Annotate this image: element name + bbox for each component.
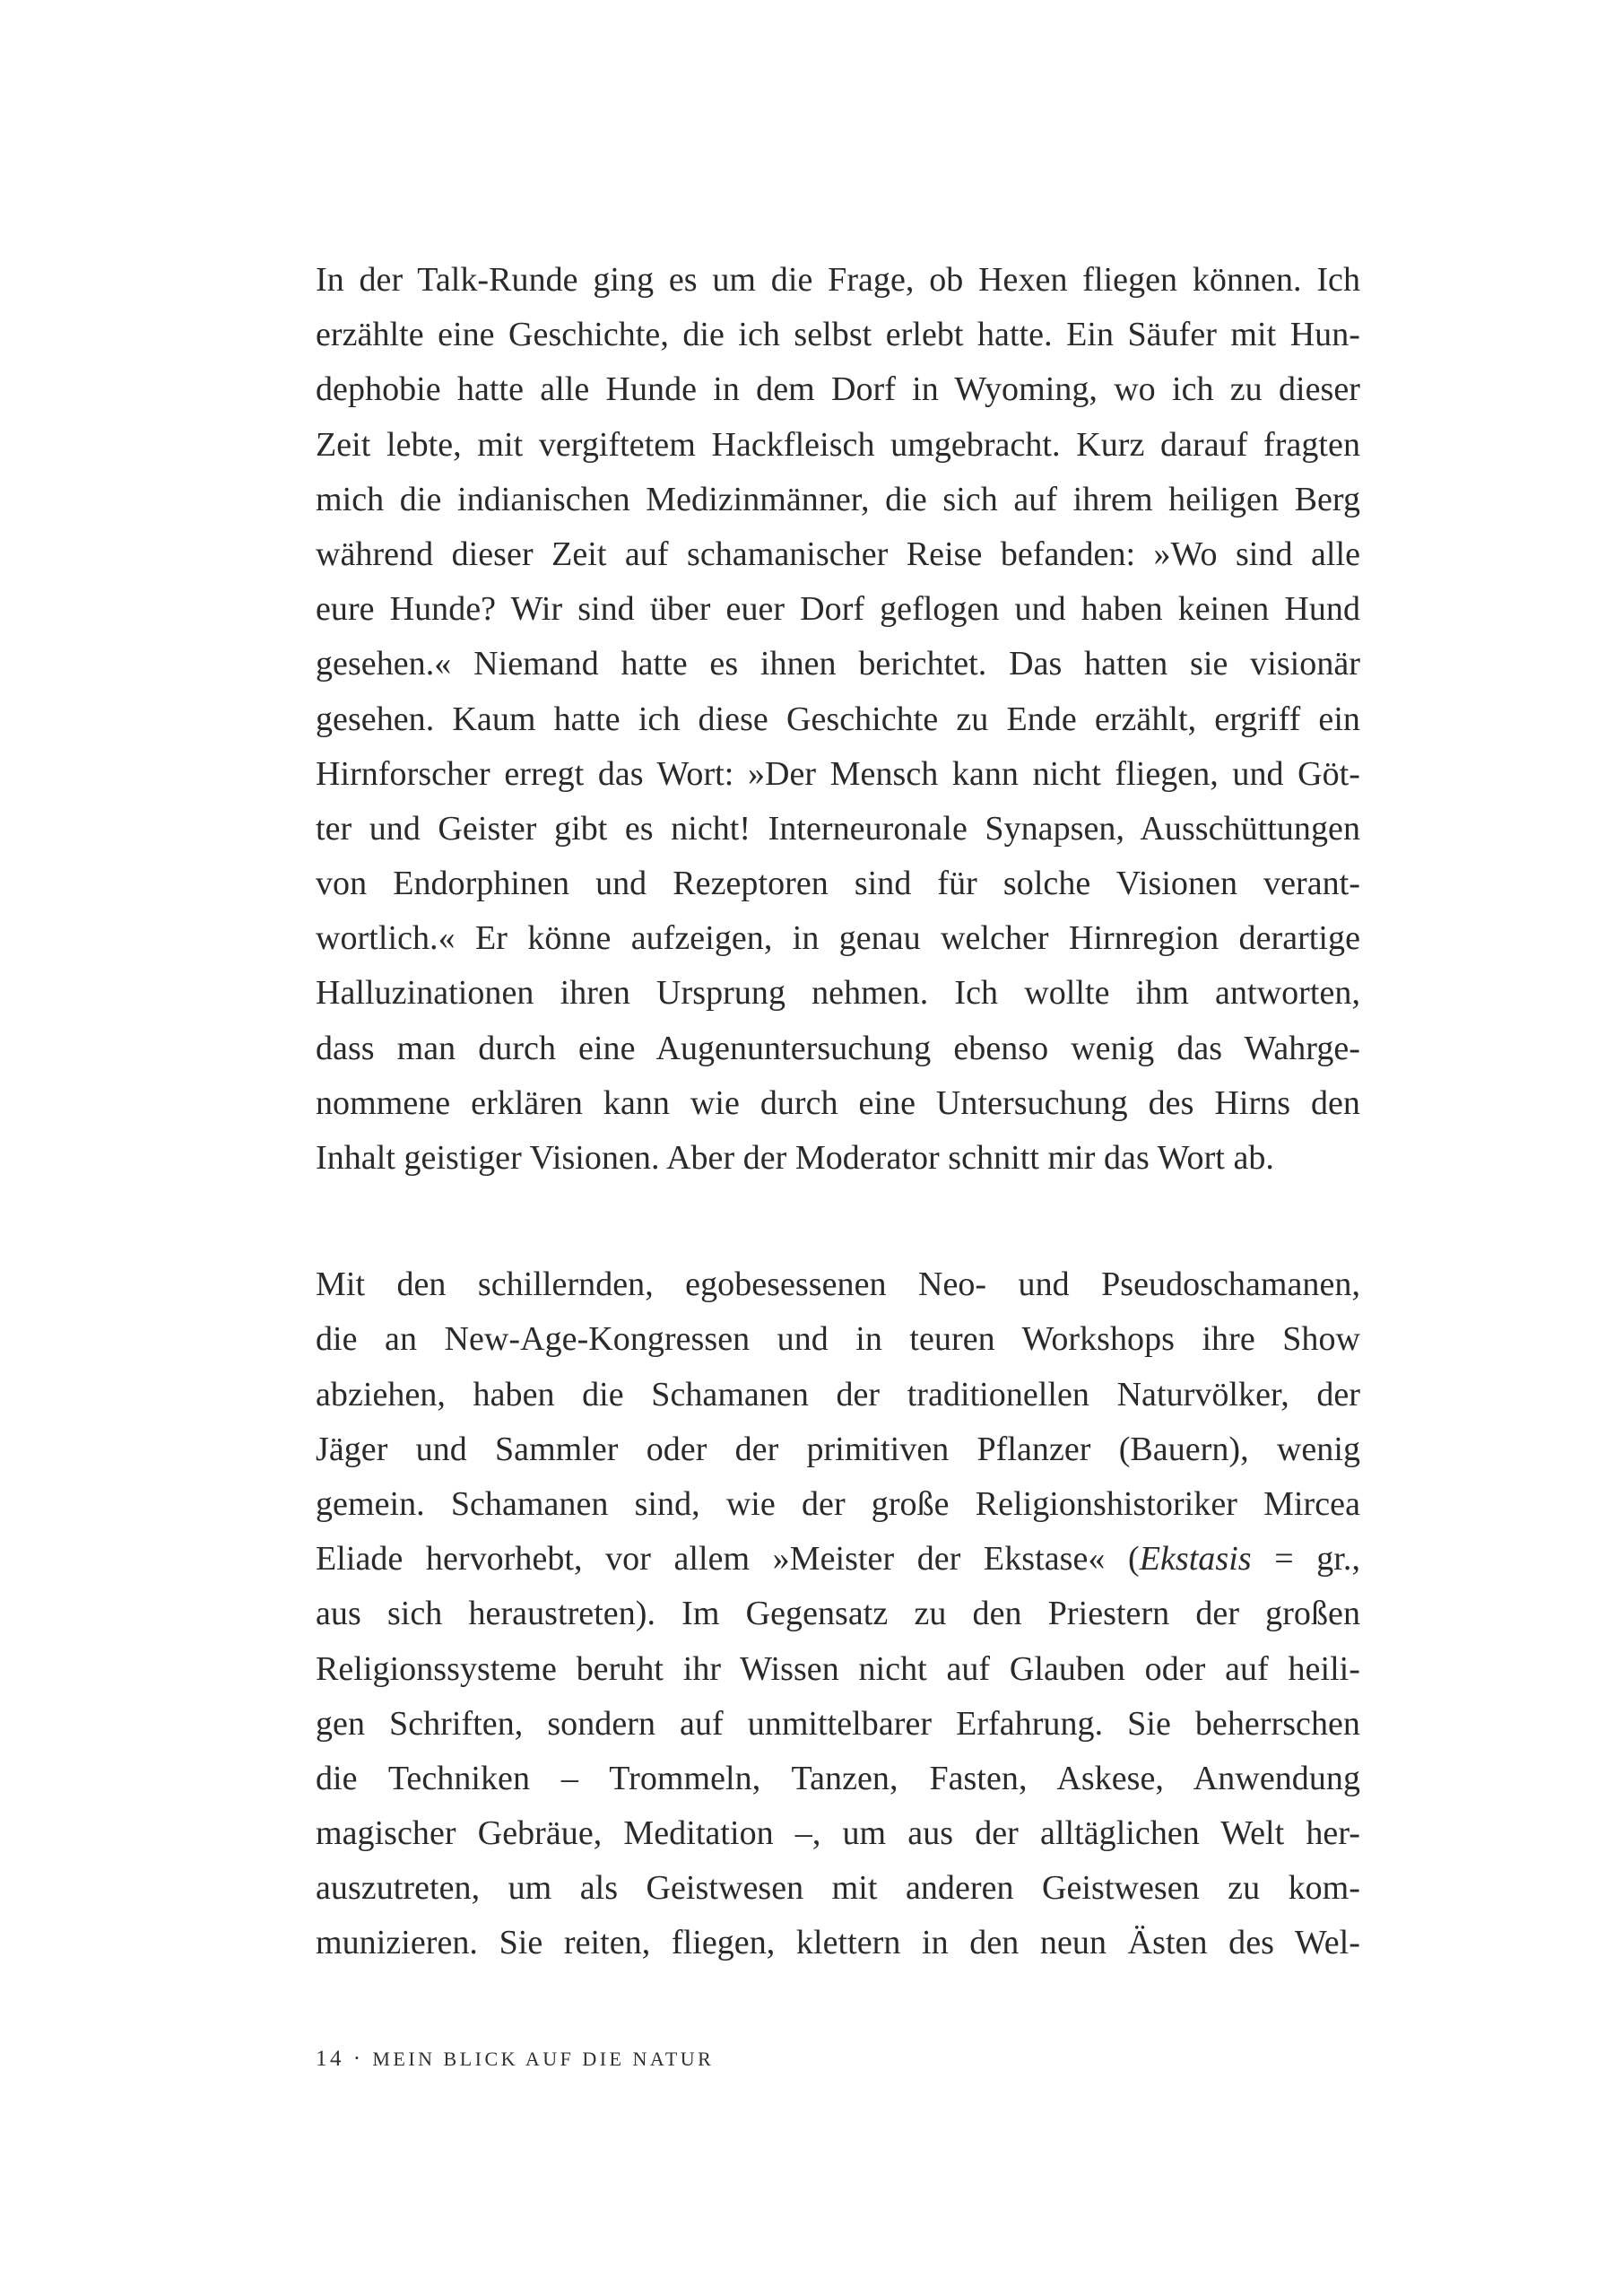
text-line: In der Talk-Runde ging es um die Frage, ob Hexen fliegen können. Ich — [316, 261, 1360, 299]
text-line: eure Hunde? Wir sind über euer Dorf geflogen und haben keinen Hund — [316, 590, 1360, 629]
body-text — [316, 253, 1360, 1971]
text-line: magischer Gebräue, Meditation –, um aus der alltäglichen Welt her- — [316, 1814, 1360, 1853]
emphasized-term: Ekstasis — [1139, 1540, 1252, 1578]
text-line: die Techniken – Trommeln, Tanzen, Fasten, Askese, Anwendung — [316, 1759, 1360, 1797]
text-line: abziehen, haben die Schamanen der traditionellen Naturvölker, der — [316, 1375, 1360, 1413]
text-line: Jäger und Sammler oder der primitiven Pflanzer (Bauern), wenig — [316, 1430, 1360, 1468]
text-line: gemein. Schamanen sind, wie der große Religionshistoriker Mircea — [316, 1484, 1360, 1523]
text-line: dass man durch eine Augenuntersuchung ebenso wenig das Wahrge- — [316, 1029, 1360, 1067]
text-line: ter und Geister gibt es nicht! Interneuronale Synapsen, Ausschüttungen — [316, 809, 1360, 848]
text-line: Halluzinationen ihren Ursprung nehmen. Ich wollte ihm antworten, — [316, 974, 1360, 1013]
text-line: dephobie hatte alle Hunde in dem Dorf in Wyoming, wo ich zu dieser — [316, 370, 1360, 409]
page-number: 14 — [316, 2047, 344, 2071]
text-line: gesehen. Kaum hatte ich diese Geschichte zu Ende erzählt, ergriff ein — [316, 700, 1360, 738]
footer-separator: · — [352, 2047, 364, 2071]
running-title: MEIN BLICK AUF DIE NATUR — [372, 2048, 715, 2070]
text-line: mich die indianischen Medizinmänner, die sich auf ihrem heiligen Berg — [316, 480, 1360, 518]
paragraph-spacer — [316, 1186, 1360, 1257]
text-line: Religionssysteme beruht ihr Wissen nicht auf Glauben oder auf heili- — [316, 1649, 1360, 1688]
text-line: auszutreten, um als Geistwesen mit anderen Geistwesen zu kom- — [316, 1869, 1360, 1908]
text-line: Hirnforscher erregt das Wort: »Der Mensch kann nicht fliegen, und Göt- — [316, 754, 1360, 793]
text-line: erzählte eine Geschichte, die ich selbst erlebt hatte. Ein Säufer mit Hun- — [316, 316, 1360, 354]
text-line: munizieren. Sie reiten, fliegen, klettern in den neun Ästen des Wel- — [316, 1924, 1360, 1962]
text-line: Eliade hervorhebt, vor allem »Meister der Ekstase« (Ekstasis = gr., — [316, 1540, 1361, 1578]
text-line: die an New-Age-Kongressen und in teuren Workshops ihre Show — [316, 1320, 1360, 1359]
running-footer — [316, 2047, 714, 2072]
text-line: Zeit lebte, mit vergiftetem Hackfleisch umgebracht. Kurz darauf fragten — [316, 425, 1360, 464]
text-line: gesehen.« Niemand hatte es ihnen berichtet. Das hatten sie visionär — [316, 645, 1360, 683]
paragraph-2 — [316, 1257, 1360, 1970]
text-line: gen Schriften, sondern auf unmittelbarer Erfahrung. Sie beherrschen — [316, 1704, 1360, 1743]
text-line: von Endorphinen und Rezeptoren sind für solche Visionen verant- — [316, 865, 1360, 903]
paragraph-1 — [316, 253, 1360, 1186]
text-line: wortlich.« Er könne aufzeigen, in genau welcher Hirnregion derartige — [316, 919, 1360, 958]
text-line: Inhalt geistiger Visionen. Aber der Moderator schnitt mir das Wort ab. — [316, 1139, 1274, 1177]
text-line: aus sich heraustreten). Im Gegensatz zu den Priestern der großen — [316, 1595, 1360, 1633]
text-line: während dieser Zeit auf schamanischer Reise befanden: »Wo sind alle — [316, 535, 1360, 573]
text-line: Mit den schillernden, egobesessenen Neo- und Pseudoschamanen, — [316, 1265, 1360, 1304]
text-line: nommene erklären kann wie durch eine Untersuchung des Hirns den — [316, 1083, 1360, 1122]
